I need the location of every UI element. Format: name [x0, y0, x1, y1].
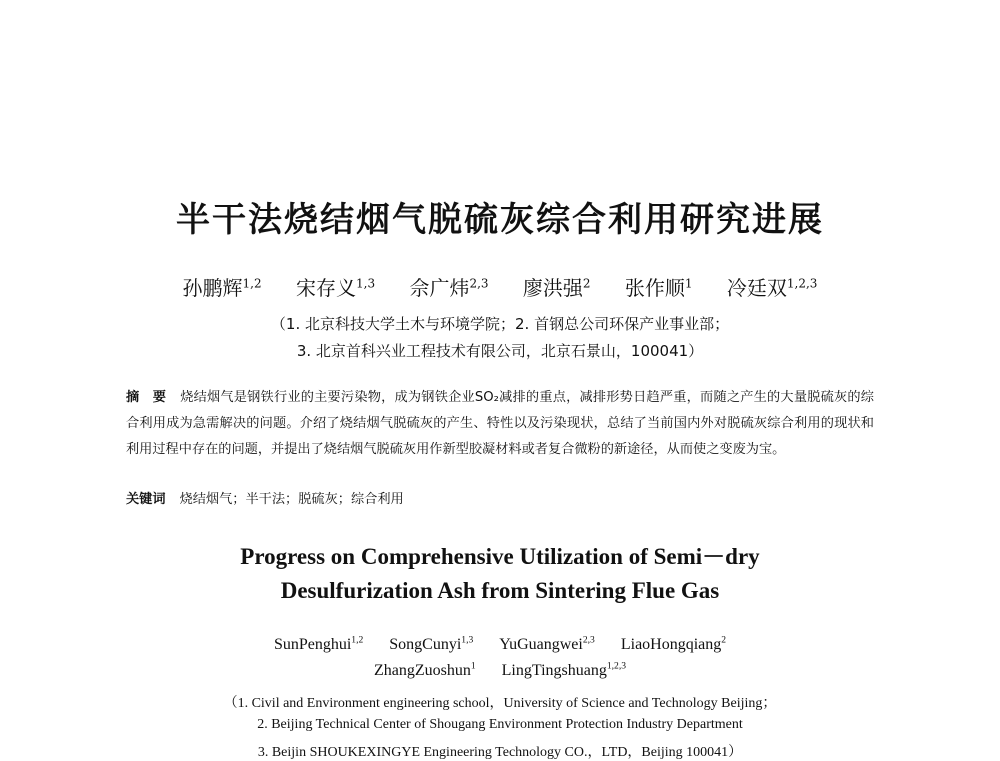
- english-title-line: Desulfurization Ash from Sintering Flue Gas: [280, 578, 720, 603]
- keywords-label: 关键词: [126, 492, 166, 507]
- author: [274, 636, 363, 653]
- author-sup: 2: [582, 276, 591, 291]
- abstract-label: 摘 要: [126, 390, 167, 405]
- english-title-line: Progress on Comprehensive Utilization of Semi－dry: [240, 544, 760, 569]
- author-sup: 1,3: [356, 276, 376, 291]
- english-affiliation-line: 2. Beijing Technical Center of Shougang Environment Protection Industry Department: [257, 717, 743, 732]
- chinese-abstract: [126, 385, 874, 463]
- author: [523, 276, 591, 300]
- author-name: YuGuangwei: [499, 636, 583, 653]
- author-sup: 1,2,3: [606, 660, 627, 672]
- author-sup: 1: [470, 660, 476, 672]
- keywords-text: 烧结烟气；半干法；脱硫灰；综合利用: [179, 492, 404, 507]
- english-affiliation-line: 3. Beijin SHOUKEXINGYE Engineering Technology CO.，LTD，Beijing 100041）: [257, 745, 743, 760]
- author-name: 孙鹏辉: [182, 276, 243, 300]
- author: [389, 636, 473, 653]
- chinese-affiliation-line: （1. 北京科技大学土木与环境学院；2. 首钢总公司环保产业事业部；: [270, 315, 730, 333]
- chinese-keywords: [126, 488, 404, 507]
- author-sup: 2,3: [582, 634, 595, 646]
- author-name: SongCunyi: [389, 636, 462, 653]
- author-name: 冷廷双: [726, 276, 787, 300]
- abstract-text: 烧结烟气是钢铁行业的主要污染物，成为钢铁企业SO₂减排的重点，减排形势日趋严重，而随之产生的大量脱硫灰的综合利用成为急需解决的问题。介绍了烧结烟气脱硫灰的产生、特性以及污染现状，总结了当前国内外对脱硫灰综合利用的现状和利用过程中存在的问题，并提出了烧结烟气脱硫灰用作新型胶凝材料或者复合微粉的新途径，从而使之变废为宝。: [126, 390, 874, 457]
- chinese-affiliation-line: 3. 北京首科兴业工程技术有限公司，北京石景山，100041）: [296, 342, 704, 360]
- author-name: LingTingshuang: [501, 662, 607, 679]
- chinese-authors: [0, 272, 1000, 301]
- author-name: ZhangZuoshun: [373, 662, 471, 679]
- author-name: 宋存义: [296, 276, 356, 300]
- author-name: SunPenghui: [273, 636, 352, 653]
- author: [409, 276, 488, 300]
- author: [296, 276, 375, 300]
- author-sup: 2: [721, 634, 727, 646]
- english-title: [0, 540, 1000, 608]
- english-authors-row: [0, 636, 1000, 654]
- author-sup: 1,2: [351, 634, 364, 646]
- author: [499, 636, 595, 653]
- author-name: 佘广炜: [409, 276, 470, 300]
- author: [183, 276, 262, 300]
- chinese-title: 半干法烧结烟气脱硫灰综合利用研究进展: [176, 200, 824, 240]
- author-sup: 1,3: [461, 634, 474, 646]
- author: [727, 276, 818, 300]
- author-name: 廖洪强: [522, 276, 583, 300]
- author-sup: 2,3: [469, 276, 489, 291]
- author: [621, 636, 726, 653]
- author-sup: 1,2,3: [786, 276, 818, 291]
- english-authors-row: [0, 662, 1000, 680]
- author-name: LiaoHongqiang: [620, 636, 722, 653]
- author-sup: 1: [684, 276, 693, 291]
- author: [502, 662, 626, 679]
- author-sup: 1,2: [242, 276, 262, 291]
- author: [374, 662, 476, 679]
- author-name: 张作顺: [624, 276, 685, 300]
- author: [625, 276, 693, 300]
- english-affiliation-line: （1. Civil and Environment engineering school，University of Science and Technology Beijing；: [223, 696, 777, 711]
